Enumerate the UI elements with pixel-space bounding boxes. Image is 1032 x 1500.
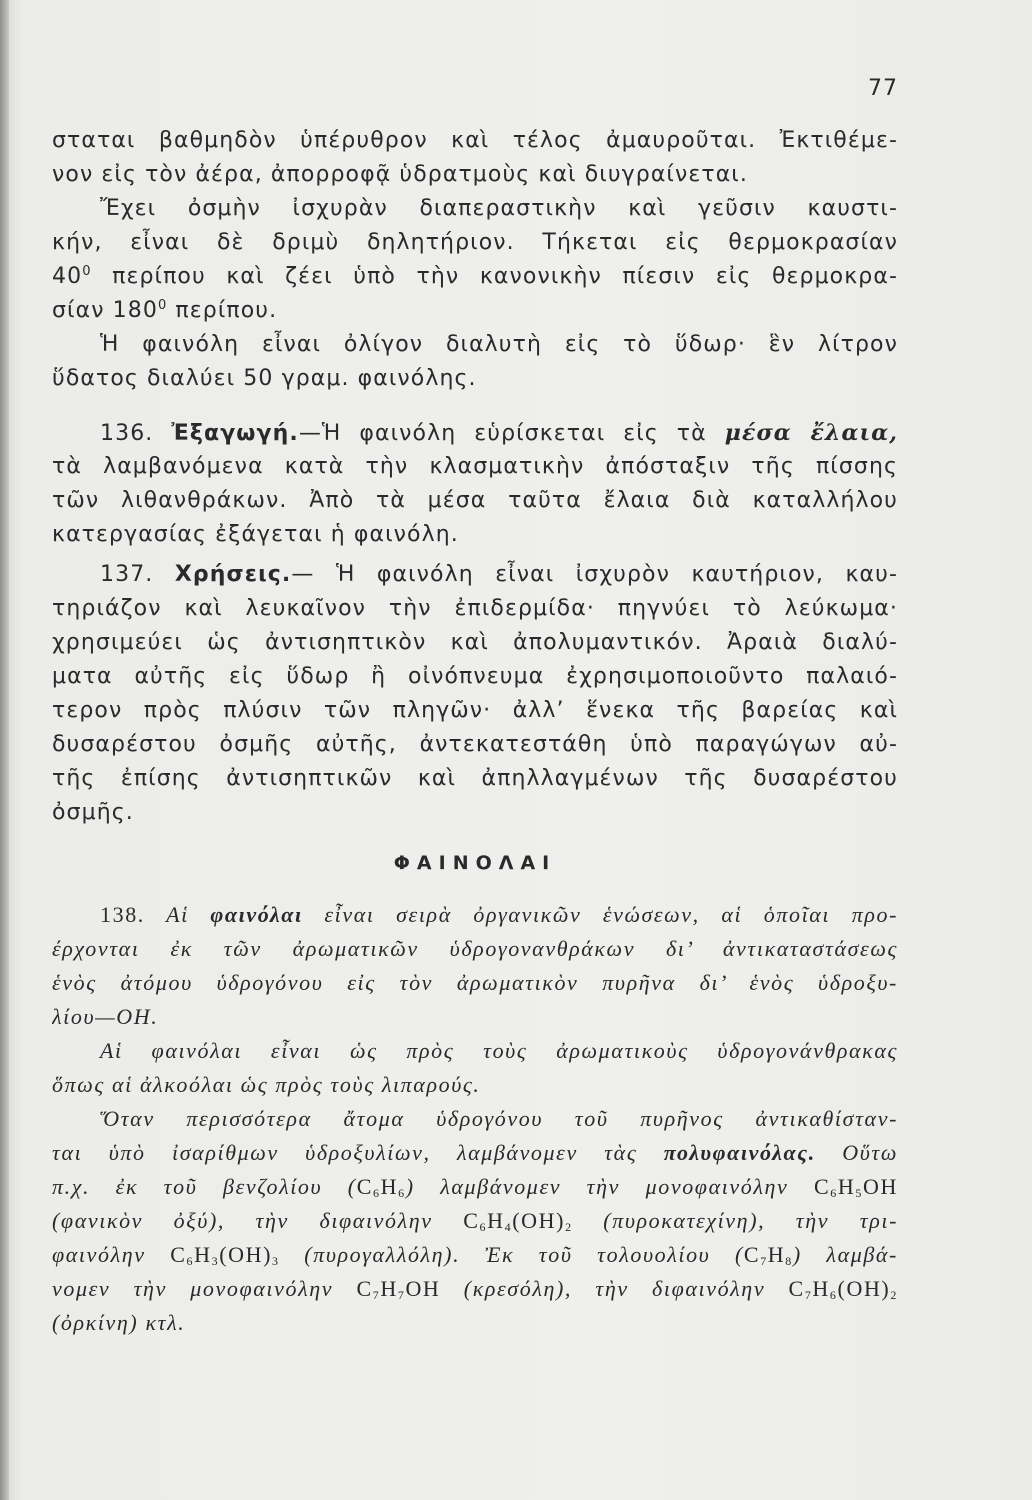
section-136-first-line xyxy=(52,416,898,450)
text-fragment: (πυρογαλλόλη). Ἐκ τοῦ τολουολίου ( xyxy=(304,1242,744,1267)
text-line: λίου—OH. xyxy=(52,1004,159,1029)
text-fragment: περίπου καὶ ζέει ὑπὸ τὴν κανονικὴν πίεσιν εἰς θερμοκρα- xyxy=(91,264,898,289)
page-gutter-shadow xyxy=(0,0,9,1500)
text-line: τῶν λιθανθράκων. Ἀπὸ τὰ μέσα ταῦτα ἔλαια διὰ καταλλήλου xyxy=(52,488,898,513)
section-137-first-line xyxy=(52,558,898,592)
text-fragment: φαινόλην xyxy=(52,1242,146,1267)
formula-diphenol: $C_6H_4(OH)_2$ xyxy=(463,1208,573,1234)
text-line: κήν, εἶναι δὲ δριμὺ δηλητήριον. Τήκεται εἰς θερμοκρασίαν xyxy=(52,230,898,255)
text-line: νον εἰς τὸν ἀέρα, ἀπορροφᾷ ὑδρατμοὺς καὶ διυγραίνεται. xyxy=(52,162,748,187)
text-line: έρχονται ἐκ τῶν ἀρωματικῶν ὑδρογονανθράκων δι’ ἀντικαταστάσεως xyxy=(52,936,898,961)
text-fragment: ) λαμβά- xyxy=(792,1242,898,1267)
text-line xyxy=(52,1136,898,1170)
text-line: ἑνὸς ἀτόμου ὑδρογόνου εἰς τὸν ἀρωματικὸν πυρῆνα δι’ ἑνὸς ὑδροξυ- xyxy=(52,970,898,995)
temperature-value: 40 xyxy=(52,264,83,289)
section-136 xyxy=(52,416,898,552)
formula-benzene: $C_6H_6$ xyxy=(356,1174,406,1200)
formula-cresol: $C_7H_7OH$ xyxy=(356,1276,441,1302)
text-line: κατεργασίας ἐξάγεται ἡ φαινόλη. xyxy=(52,522,459,547)
temperature-value: σίαν 180 xyxy=(52,298,158,323)
degree-mark: 0 xyxy=(157,298,168,313)
section-number: 136. xyxy=(100,421,154,446)
text-line-temperature xyxy=(52,294,898,328)
text-line: Αἱ φαινόλαι εἶναι ὡς πρὸς τοὺς ἀρωματικοὺς ὑδρογονάνθρακας xyxy=(100,1038,898,1063)
text-line: τηριάζον καὶ λευκαῖνον τὴν ἐπιδερμίδα· πηγνύει τὸ λεύκωμα· xyxy=(52,596,898,621)
text-line: χρησιμεύει ὡς ἀντισηπτικὸν καὶ ἀπολυμαντικόν. Ἀραιὰ διαλύ- xyxy=(52,630,898,655)
text-block-intro xyxy=(52,124,898,396)
formula-orcinol: $C_7H_6(OH)_2$ xyxy=(788,1276,898,1302)
section-137 xyxy=(52,558,898,830)
text-line: σταται βαθμηδὸν ὑπέρυθρον καὶ τέλος ἀμαυροῦται. Ἐκτιθέμε- xyxy=(52,128,898,153)
section-138-first-line xyxy=(52,898,898,932)
section-heading: ΦΑΙΝΟΛΑΙ xyxy=(393,852,557,874)
text-fragment: ) λαμβάνομεν τὴν μονοφαινόλην xyxy=(405,1174,789,1199)
text-line: τερον πρὸς πλύσιν τῶν πληγῶν· ἀλλ’ ἕνεκα τῆς βαρείας καὶ xyxy=(52,698,898,723)
degree-mark: 0 xyxy=(82,264,92,279)
text-line: ματα αὐτῆς εἰς ὕδωρ ἢ οἰνόπνευμα ἐχρησιμοποιοῦντο παλαιό- xyxy=(52,664,898,689)
section-title: Ἐξαγωγή. xyxy=(171,421,299,446)
text-fragment: — Ἡ φαινόλη εἶναι ἰσχυρὸν καυτήριον, καυ- xyxy=(291,562,898,587)
text-line: ὕδατος διαλύει 50 γραμ. φαινόλης. xyxy=(52,366,477,391)
text-fragment: Οὕτω xyxy=(842,1140,898,1165)
text-fragment: νομεν τὴν μονοφαινόλην xyxy=(52,1276,334,1301)
term-emphasis: πολυφαινόλας. xyxy=(663,1140,816,1165)
section-number: 137. xyxy=(100,562,154,587)
text-line xyxy=(52,1238,898,1272)
text-fragment: —Ἡ φαινόλη εὑρίσκεται εἰς τὰ xyxy=(298,421,707,446)
term-emphasis: μέσα ἔλαια, xyxy=(724,420,898,446)
text-line-temperature xyxy=(52,260,898,294)
text-line: Ὅταν περισσότερα ἄτομα ὑδρογόνου τοῦ πυρῆνος ἀντικαθίσταν- xyxy=(100,1106,898,1131)
text-fragment: π.χ. ἐκ τοῦ βενζολίου ( xyxy=(52,1174,357,1199)
term-emphasis: φαινόλαι xyxy=(210,902,303,927)
page-number: 77 xyxy=(868,76,898,101)
text-fragment: Αἱ xyxy=(166,902,189,927)
text-line xyxy=(52,1204,898,1238)
text-fragment: εἶναι σειρὰ ὀργανικῶν ἑνώσεων, αἱ ὁποῖαι προ- xyxy=(324,902,898,927)
text-line: ὅπως αἱ ἀλκοόλαι ὡς πρὸς τοὺς λιπαρούς. xyxy=(52,1072,481,1097)
text-line: (ὀρκίνη) κτλ. xyxy=(52,1310,186,1335)
text-line: τὰ λαμβανόμενα κατὰ τὴν κλασματικὴν ἀπόσταξιν τῆς πίσσης xyxy=(52,454,898,479)
formula-toluene: $C_7H_8$ xyxy=(743,1242,793,1268)
section-title: Χρήσεις. xyxy=(174,562,292,587)
section-number: 138. xyxy=(100,902,145,927)
section-138 xyxy=(52,898,898,1340)
text-fragment: ται ὑπὸ ἰσαρίθμων ὑδροξυλίων, λαμβάνομεν τὰς xyxy=(52,1140,638,1165)
text-fragment: (πυροκατεχίνη), τὴν τρι- xyxy=(603,1208,898,1233)
text-fragment: (φανικὸν ὀξύ), τὴν διφαινόλην xyxy=(52,1208,433,1233)
text-line: Ἡ φαινόλη εἶναι ὀλίγον διαλυτὴ εἰς τὸ ὕδωρ· ἓν λίτρον xyxy=(100,332,898,357)
text-line xyxy=(52,1272,898,1306)
text-line: τῆς ἐπίσης ἀντισηπτικῶν καὶ ἀπηλλαγμένων τῆς δυσαρέστου xyxy=(52,766,898,791)
formula-triphenol: $C_6H_3(OH)_3$ xyxy=(170,1242,280,1268)
text-fragment: (κρεσόλη), τὴν διφαινόλην xyxy=(463,1276,766,1301)
text-line: ὀσμῆς. xyxy=(52,800,134,825)
text-line xyxy=(52,1170,898,1204)
text-fragment: περίπου. xyxy=(167,298,278,323)
text-line: Ἔχει ὀσμὴν ἰσχυρὰν διαπεραστικὴν καὶ γεῦσιν καυστι- xyxy=(100,196,898,221)
formula-phenol: $C_6H_5OH$ xyxy=(814,1174,898,1200)
text-line: δυσαρέστου ὀσμῆς αὐτῆς, ἀντεκατεστάθη ὑπὸ παραγώγων αὐ- xyxy=(52,732,898,757)
